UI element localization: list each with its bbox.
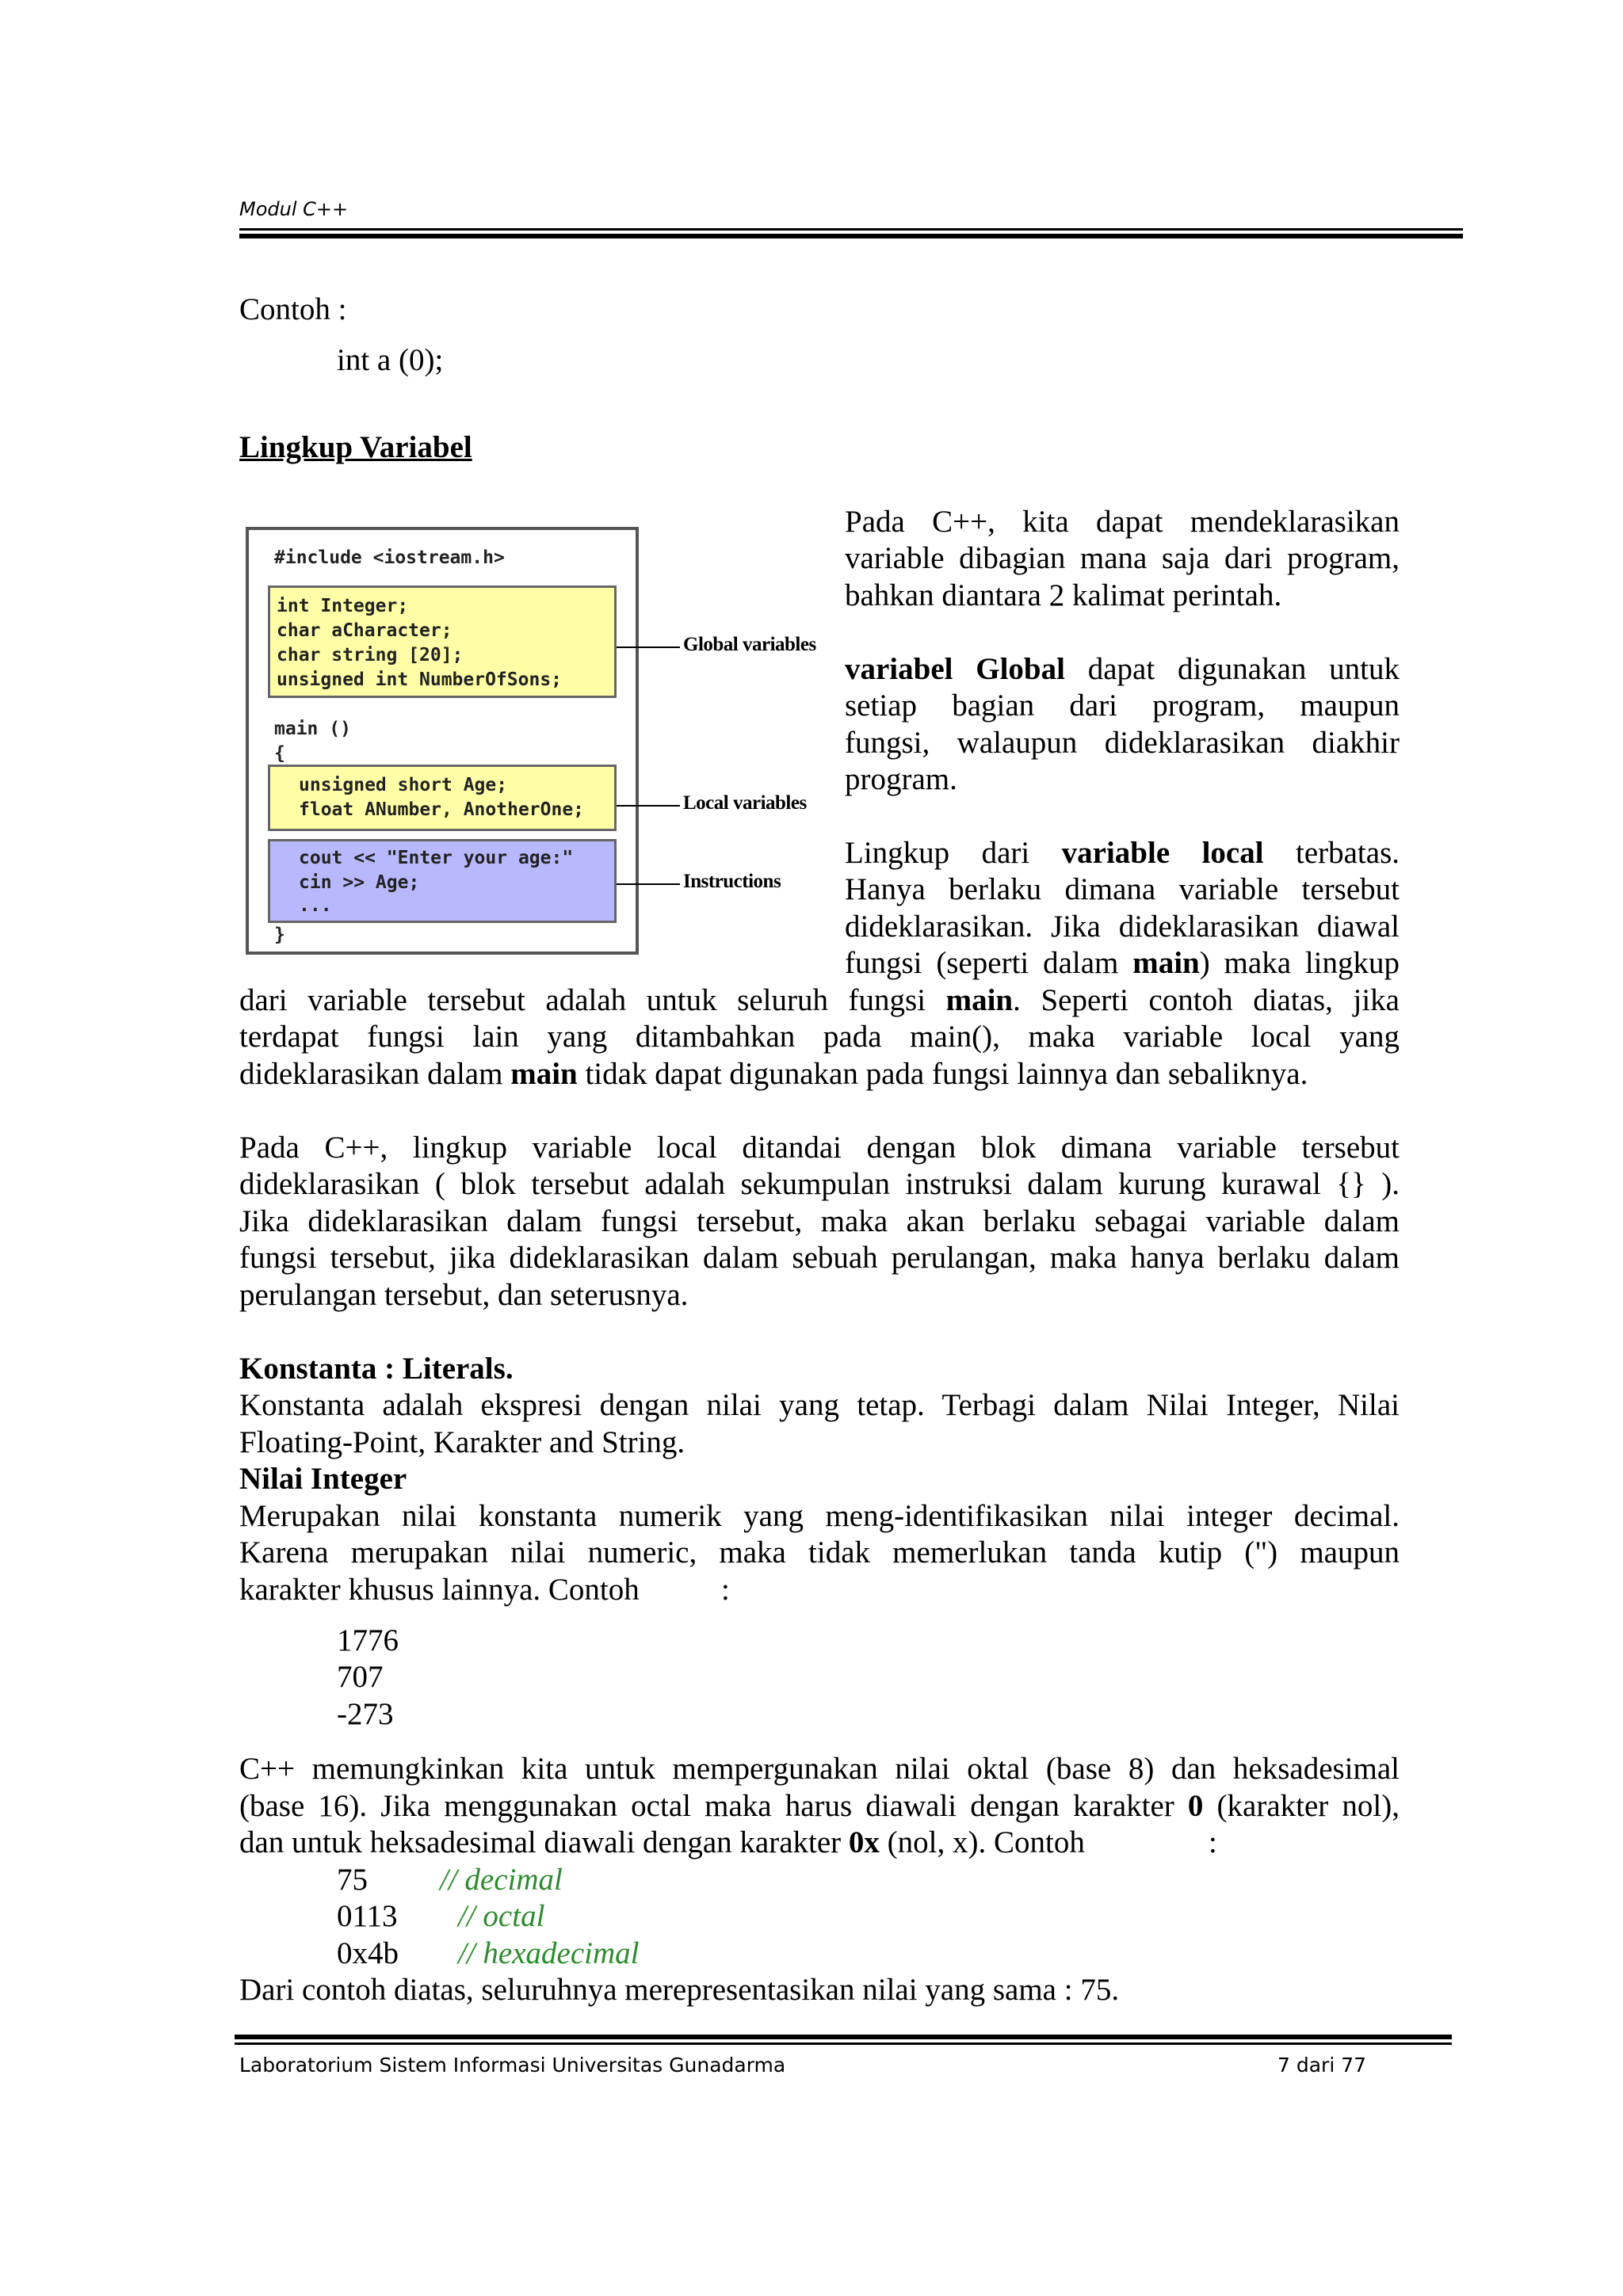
figure-open-brace: { xyxy=(274,743,285,764)
text-run: (base 16). Jika menggunakan octal maka harus diawali dengan karakter xyxy=(239,1789,1188,1823)
header-rule-bottom xyxy=(239,234,1463,238)
text-run: dan untuk heksadesimal diawali dengan karakter xyxy=(239,1825,849,1859)
figure-global-line: char string [20]; xyxy=(277,645,464,666)
right-p2-line: setiap bagian dari program, maupun xyxy=(845,688,1400,723)
section-title-scope: Lingkup Variabel xyxy=(239,430,472,464)
right-p2-line xyxy=(845,651,1400,688)
section-title-konstanta: Konstanta : Literals. xyxy=(239,1352,514,1386)
footer-rule-bottom xyxy=(235,2042,1452,2045)
integer-example: 1776 xyxy=(337,1623,399,1657)
integer-example: -273 xyxy=(337,1697,394,1731)
body-line: Pada C++, lingkup variable local ditandai dengan blok dimana variable tersebut xyxy=(239,1131,1400,1165)
bold-term: 0 xyxy=(1187,1789,1204,1823)
text-run: dideklarasikan dalam xyxy=(239,1057,511,1091)
figure-instruction-line: cin >> Age; xyxy=(299,872,420,893)
contoh-code: int a (0); xyxy=(337,343,444,377)
body-line xyxy=(239,1825,1085,1862)
right-p1-line: bahkan diantara 2 kalimat perintah. xyxy=(845,578,1282,612)
right-p3-line xyxy=(845,835,1400,872)
figure-local-line: float ANumber, AnotherOne; xyxy=(299,799,585,820)
body-line: fungsi tersebut, jika dideklarasikan dalam sebuah perulangan, maka hanya berlaku dalam xyxy=(239,1241,1400,1275)
octhex-example-comment: // decimal xyxy=(440,1863,563,1897)
body-line: C++ memungkinkan kita untuk mempergunakan nilai oktal (base 8) dan heksadesimal xyxy=(239,1752,1400,1786)
body-line: Merupakan nilai konstanta numerik yang meng-identifikasikan nilai integer decimal. xyxy=(239,1499,1400,1533)
right-p2-line: program. xyxy=(845,762,957,796)
body-line: Jika dideklarasikan dalam fungsi tersebut, maka akan berlaku sebagai variable dalam xyxy=(239,1204,1400,1238)
bold-term: 0x xyxy=(848,1825,880,1859)
integer-example: 707 xyxy=(337,1660,384,1694)
footer-rule-top xyxy=(235,2035,1452,2039)
right-p1-line: variable dibagian mana saja dari program, xyxy=(845,541,1400,575)
bold-term: variabel Global xyxy=(845,652,1065,686)
callout-local-variables: Local variables xyxy=(683,792,807,814)
text-run: (karakter nol), xyxy=(1203,1789,1400,1823)
body-line: Konstanta adalah ekspresi dengan nilai yang tetap. Terbagi dalam Nilai Integer, Nilai xyxy=(239,1388,1400,1422)
octhex-example-comment: // hexadecimal xyxy=(458,1936,640,1970)
text-run: dari variable tersebut adalah untuk seluruh fungsi xyxy=(239,983,946,1017)
text-run: Lingkup dari xyxy=(845,836,1062,870)
right-p3-line xyxy=(845,945,1400,982)
figure-instruction-line: ... xyxy=(299,895,332,916)
colon: : xyxy=(721,1573,730,1607)
body-line: terdapat fungsi lain yang ditambahkan pada main(), maka variable local yang xyxy=(239,1020,1400,1054)
text-run: . Seperti contoh diatas, jika xyxy=(1013,983,1400,1017)
figure-global-line: unsigned int NumberOfSons; xyxy=(277,669,563,690)
body-line: dideklarasikan ( blok tersebut adalah sekumpulan instruksi dalam kurung kurawal {} ). xyxy=(239,1167,1400,1201)
octhex-example-value: 75 xyxy=(337,1863,368,1897)
body-line: perulangan tersebut, dan seterusnya. xyxy=(239,1278,689,1312)
text-run: terbatas. xyxy=(1263,836,1400,870)
figure-local-box xyxy=(268,765,617,831)
text-run: fungsi (seperti dalam xyxy=(845,946,1133,980)
callout-line-global xyxy=(617,646,680,648)
body-line xyxy=(239,982,1400,1020)
callout-instructions: Instructions xyxy=(683,871,781,892)
octhex-example-value: 0x4b xyxy=(337,1936,399,1970)
colon: : xyxy=(1209,1825,1217,1859)
text-run: ) maka lingkup xyxy=(1199,946,1400,980)
text-run: (nol, x). Contoh xyxy=(879,1825,1085,1859)
footer-lab-name: Laboratorium Sistem Informasi Universitas Gunadarma xyxy=(239,2054,786,2077)
text-run: dapat digunakan untuk xyxy=(1064,652,1400,686)
callout-line-instructions xyxy=(617,883,680,885)
callout-line-local xyxy=(617,805,680,807)
body-line: Karena merupakan nilai numeric, maka tidak memerlukan tanda kutip (") maupun xyxy=(239,1535,1400,1569)
right-p2-line: fungsi, walaupun dideklarasikan diakhir xyxy=(845,726,1400,760)
callout-global-variables: Global variables xyxy=(683,634,816,655)
octhex-example-value: 0113 xyxy=(337,1899,398,1933)
bold-term: variable local xyxy=(1061,836,1264,870)
right-p3-line: dideklarasikan. Jika dideklarasikan diawal xyxy=(845,910,1400,944)
bold-term: main xyxy=(945,983,1014,1017)
bold-term: main xyxy=(510,1057,578,1091)
figure-instruction-line: cout << "Enter your age:" xyxy=(299,848,574,868)
figure-main-signature: main () xyxy=(274,719,351,739)
figure-global-line: char aCharacter; xyxy=(277,620,453,641)
figure-global-line: int Integer; xyxy=(277,596,409,616)
text-run: tidak dapat digunakan pada fungsi lainnya dan sebaliknya. xyxy=(577,1057,1308,1091)
bold-term: main xyxy=(1132,946,1200,980)
scope-figure xyxy=(246,527,639,955)
body-line: Dari contoh diatas, seluruhnya merepresentasikan nilai yang sama : 75. xyxy=(239,1973,1120,2007)
right-p1-line: Pada C++, kita dapat mendeklarasikan xyxy=(845,505,1400,539)
octhex-example-comment: // octal xyxy=(458,1899,545,1933)
header-title: Modul C++ xyxy=(239,198,349,220)
body-line xyxy=(239,1788,1400,1825)
footer-page-number: 7 dari 77 xyxy=(1277,2054,1367,2077)
body-line: Floating-Point, Karakter and String. xyxy=(239,1425,685,1459)
figure-include: #include <iostream.h> xyxy=(274,547,505,568)
right-p3-line: Hanya berlaku dimana variable tersebut xyxy=(845,872,1400,906)
body-line xyxy=(239,1056,1308,1093)
body-line: karakter khusus lainnya. Contoh xyxy=(239,1573,640,1607)
figure-local-line: unsigned short Age; xyxy=(299,775,508,795)
figure-instructions-box xyxy=(268,839,617,923)
section-title-nilai-integer: Nilai Integer xyxy=(239,1462,407,1496)
figure-global-box xyxy=(268,585,617,698)
contoh-label: Contoh : xyxy=(239,292,347,326)
header-rule-top xyxy=(239,228,1463,231)
figure-close-brace: } xyxy=(274,925,285,945)
